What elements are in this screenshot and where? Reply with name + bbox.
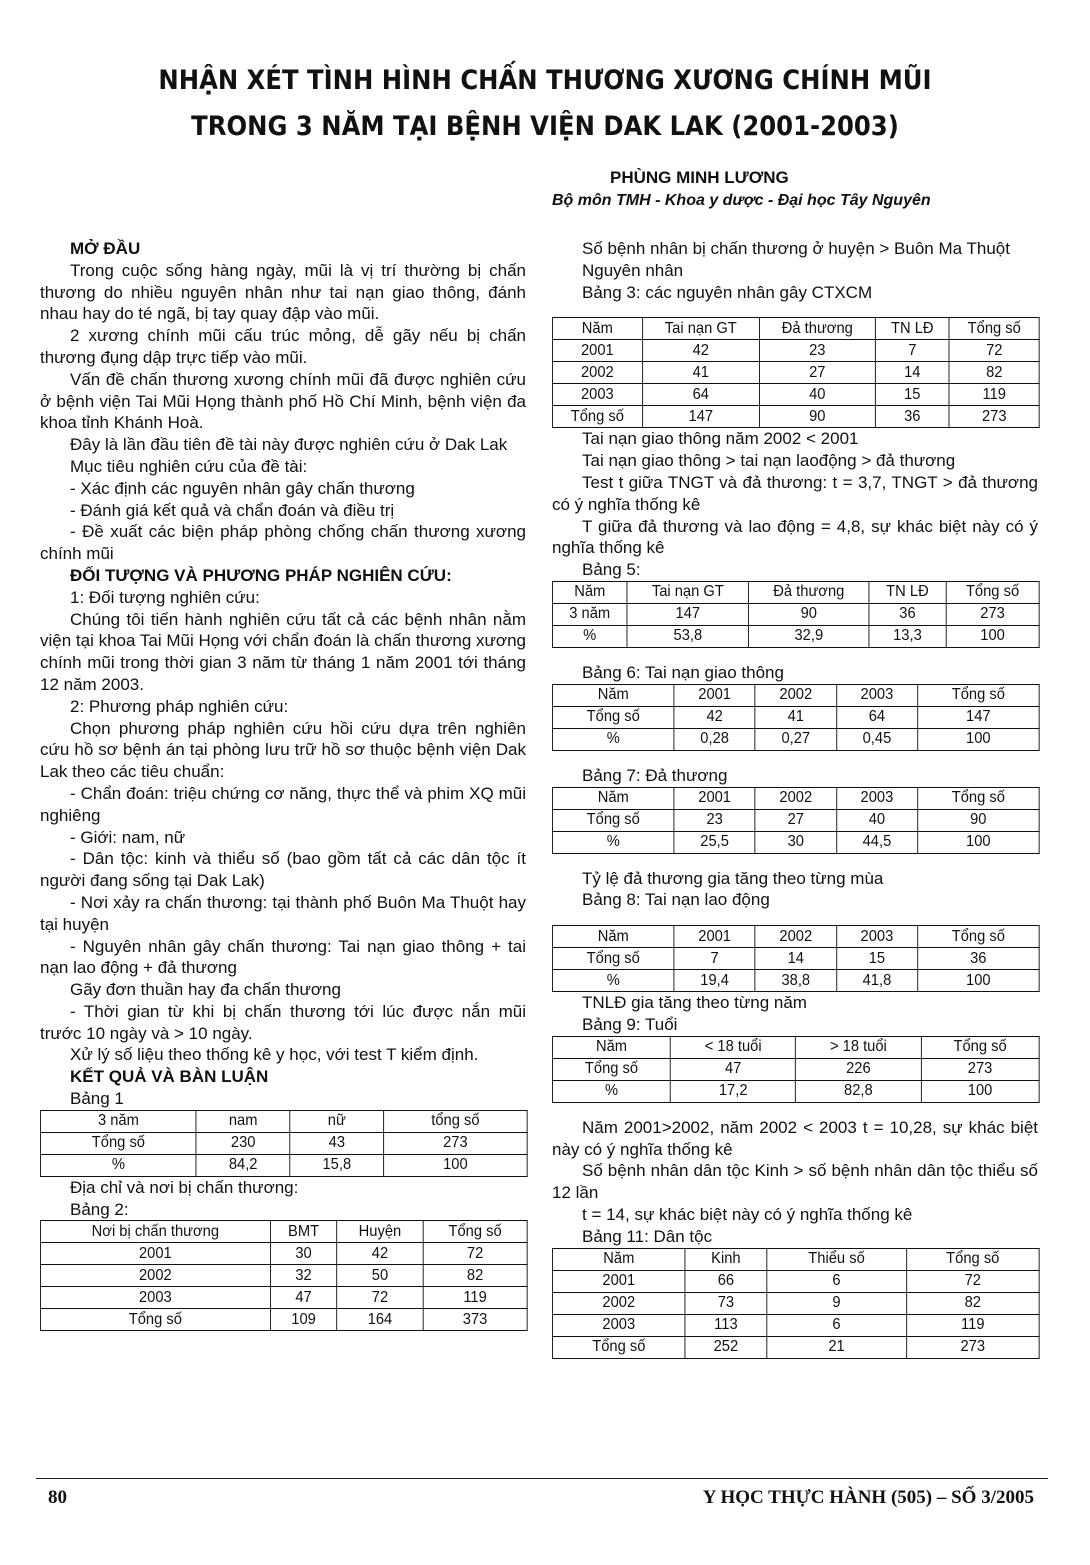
table-cell: 38,8 (755, 970, 836, 992)
table-cell: 72 (906, 1270, 1039, 1292)
table-cell: 82 (949, 362, 1039, 384)
table-cell: 273 (921, 1058, 1039, 1080)
table-header-cell: TN LĐ (869, 581, 946, 603)
table-cell: 47 (671, 1058, 796, 1080)
table-header-cell: 2001 (674, 787, 755, 809)
table-header-cell: Đả thương (749, 581, 869, 603)
table-cell: 32 (270, 1265, 337, 1287)
table-cell: 14 (875, 362, 949, 384)
list-item: - Dân tộc: kinh và thiểu số (bao gồm tất cả các dân tộc ít người đang sống tại Dak Lak) (40, 849, 526, 891)
list-item: - Chẩn đoán: triệu chứng cơ năng, thực thể và phim XQ mũi nghiêng (40, 783, 526, 825)
table-header-cell: 2003 (836, 926, 917, 948)
table-cell: 100 (917, 831, 1039, 853)
table-header-cell: tổng số (384, 1110, 527, 1132)
table-row (552, 1336, 1039, 1358)
table-cell: 119 (949, 384, 1039, 406)
table-2 (40, 1220, 528, 1331)
list-item: - Thời gian từ khi bị chấn thương tới lúc được nắn mũi trước 10 ngày và > 10 ngày. (40, 1001, 526, 1043)
table-cell: 72 (949, 340, 1039, 362)
paragraph: 2: Phương pháp nghiên cứu: (70, 696, 289, 716)
journal-footer: Y HỌC THỰC HÀNH (505) – SỐ 3/2005 (702, 1487, 1034, 1508)
table-cell: 73 (685, 1292, 766, 1314)
table-cell: 6 (767, 1270, 907, 1292)
author-affiliation: Bộ môn TMH - Khoa y dược - Đại học Tây Nguyên (552, 192, 931, 209)
table-cell: 40 (836, 809, 917, 831)
table-header-cell: 2002 (755, 787, 836, 809)
table-1-caption: Bảng 1 (70, 1089, 124, 1109)
paragraph: 1: Đối tượng nghiên cứu: (70, 587, 260, 607)
table-header-cell: Tổng số (917, 684, 1039, 706)
table-9-caption: Bảng 9: Tuổi (582, 1014, 678, 1034)
table-header-cell: Thiểu số (767, 1248, 907, 1270)
table-row (552, 1270, 1039, 1292)
table-cell: 27 (755, 809, 836, 831)
list-item: - Nơi xảy ra chấn thương: tại thành phố Buôn Ma Thuột hay tại huyện (40, 892, 526, 934)
paragraph: Đây là lần đầu tiên đề tài này được nghiên cứu ở Dak Lak (70, 435, 508, 455)
paragraph: Vấn đề chấn thương xương chính mũi đã được nghiên cứu ở bệnh viện Tai Mũi Họng thành phố Hồ Chí Minh, bệnh viện đa khoa tỉnh Khánh Hoà. (40, 369, 526, 433)
table-cell: 100 (917, 970, 1039, 992)
table-cell: 273 (384, 1132, 527, 1154)
table-cell: 82,8 (796, 1080, 921, 1102)
table-cell: 9 (767, 1292, 907, 1314)
table-row (552, 384, 1039, 406)
table-cell: 119 (906, 1314, 1039, 1336)
table-header-cell: Tổng số (946, 581, 1039, 603)
table-2-caption: Bảng 2: (70, 1199, 129, 1219)
table-cell: 15 (836, 948, 917, 970)
table-cell: Tổng số (40, 1132, 196, 1154)
table-cell: 25,5 (674, 831, 755, 853)
list-item: - Nguyên nhân gây chấn thương: Tai nạn giao thông + tai nạn lao động + đả thương (40, 936, 526, 978)
table-header-row (552, 926, 1039, 948)
table-cell: 72 (423, 1243, 527, 1265)
heading-mo-dau: MỞ ĐẦU (70, 239, 141, 258)
table-cell: 100 (921, 1080, 1039, 1102)
table-3 (552, 317, 1040, 428)
paragraph: TNLĐ gia tăng theo từng năm (582, 993, 807, 1013)
paragraph: Mục tiêu nghiên cứu của đề tài: (70, 456, 308, 476)
table-header-row (552, 1036, 1039, 1058)
table-header-cell: Tai nạn GT (627, 581, 749, 603)
table-cell: 0,27 (755, 728, 836, 750)
paragraph: t = 14, sự khác biệt này có ý nghĩa thống kê (582, 1204, 913, 1224)
table-cell: 164 (337, 1309, 423, 1331)
table-header-cell: Tổng số (423, 1221, 527, 1243)
table-header-cell: Đả thương (759, 318, 875, 340)
table-row (40, 1154, 527, 1176)
table-cell: % (40, 1154, 196, 1176)
table-cell: 230 (196, 1132, 290, 1154)
table-cell: 273 (906, 1336, 1039, 1358)
table-cell: Tổng số (552, 1336, 685, 1358)
table-cell: 40 (759, 384, 875, 406)
table-cell: 7 (674, 948, 755, 970)
table-cell: 0,28 (674, 728, 755, 750)
table-header-cell: Tai nạn GT (642, 318, 759, 340)
table-cell: 53,8 (627, 625, 749, 647)
heading-doi-tuong: ĐỐI TƯỢNG VÀ PHƯƠNG PHÁP NGHIÊN CỨU: (70, 565, 452, 585)
table-header-cell: 2002 (755, 926, 836, 948)
table-cell: 2003 (40, 1287, 270, 1309)
table-cell: 84,2 (196, 1154, 290, 1176)
table-cell: 23 (674, 809, 755, 831)
heading-ket-qua: KẾT QUẢ VÀ BÀN LUẬN (70, 1067, 269, 1087)
table-11 (552, 1248, 1040, 1359)
table-row (552, 1292, 1039, 1314)
paragraph: Số bệnh nhân dân tộc Kinh > số bệnh nhân dân tộc thiểu số 12 lần (552, 1161, 1038, 1203)
table-cell: 0,45 (836, 728, 917, 750)
table-cell: 2002 (552, 362, 642, 384)
table-cell: 43 (290, 1132, 384, 1154)
table-row (40, 1309, 527, 1331)
table-header-cell: nữ (290, 1110, 384, 1132)
table-header-row (40, 1110, 527, 1132)
table-5-caption: Bảng 5: (582, 560, 641, 580)
table-row (552, 1058, 1039, 1080)
paragraph: Địa chỉ và nơi bị chấn thương: (70, 1177, 299, 1197)
table-cell: 90 (917, 809, 1039, 831)
table-cell: 64 (836, 706, 917, 728)
list-item: - Đề xuất các biện pháp phòng chống chấn thương xương chính mũi (40, 522, 526, 564)
table-9 (552, 1036, 1040, 1103)
table-cell: Tổng số (552, 948, 674, 970)
table-cell: 100 (384, 1154, 527, 1176)
table-cell: 15,8 (290, 1154, 384, 1176)
paragraph: Số bệnh nhân bị chấn thương ở huyện > Buôn Ma Thuột (582, 239, 1010, 258)
table-header-row (40, 1221, 527, 1243)
table-header-cell: 2001 (674, 926, 755, 948)
table-row (552, 1314, 1039, 1336)
table-7-caption: Bảng 7: Đả thương (582, 765, 728, 785)
table-cell: 44,5 (836, 831, 917, 853)
table-cell: Tổng số (40, 1309, 270, 1331)
table-cell: 147 (917, 706, 1039, 728)
table-cell: 82 (423, 1265, 527, 1287)
table-cell: % (552, 625, 627, 647)
table-row (552, 809, 1039, 831)
table-header-row (552, 581, 1039, 603)
table-7 (552, 787, 1040, 854)
table-cell: 72 (337, 1287, 423, 1309)
table-cell: 64 (642, 384, 759, 406)
table-header-cell: Năm (552, 318, 642, 340)
paragraph: Năm 2001>2002, năm 2002 < 2003 t = 10,28, sự khác biệt này có ý nghĩa thống kê (552, 1117, 1038, 1159)
table-header-cell: Huyện (337, 1221, 423, 1243)
table-cell: 30 (755, 831, 836, 853)
table-cell: 100 (946, 625, 1039, 647)
table-cell: 119 (423, 1287, 527, 1309)
table-header-cell: Năm (552, 1248, 685, 1270)
table-cell: Tổng số (552, 1058, 670, 1080)
table-cell: 100 (917, 728, 1039, 750)
list-item: - Giới: nam, nữ (70, 827, 186, 847)
table-cell: % (552, 728, 674, 750)
table-cell: 113 (685, 1314, 766, 1336)
table-cell: 273 (946, 603, 1039, 625)
paragraph: T giữa đả thương và lao động = 4,8, sự khác biệt này có ý nghĩa thống kê (552, 516, 1038, 558)
table-cell: 2001 (552, 340, 642, 362)
table-cell: 2001 (40, 1243, 270, 1265)
table-header-row (552, 684, 1039, 706)
table-row (40, 1132, 527, 1154)
table-cell: 50 (337, 1265, 423, 1287)
table-8-caption: Bảng 8: Tai nạn lao động (582, 890, 770, 910)
table-header-cell: Năm (552, 926, 674, 948)
paragraph: Tai nạn giao thông > tai nạn laođộng > đả thương (582, 451, 956, 471)
table-cell: 17,2 (671, 1080, 796, 1102)
table-header-cell: Kinh (685, 1248, 766, 1270)
table-row (552, 728, 1039, 750)
table-header-cell: nam (196, 1110, 290, 1132)
paragraph: Gãy đơn thuần hay đa chấn thương (70, 980, 341, 1000)
table-11-caption: Bảng 11: Dân tộc (582, 1226, 713, 1246)
table-header-row (552, 318, 1039, 340)
table-cell: 41 (642, 362, 759, 384)
table-cell: 2002 (552, 1292, 685, 1314)
table-row (40, 1287, 527, 1309)
title-line-2: TRONG 3 NĂM TẠI BỆNH VIỆN DAK LAK (2001-2003) (191, 111, 899, 142)
page-number: 80 (48, 1487, 67, 1508)
table-cell: 2001 (552, 1270, 685, 1292)
table-cell: 15 (875, 384, 949, 406)
table-cell: 36 (869, 603, 946, 625)
table-cell: 2003 (552, 384, 642, 406)
table-cell: 109 (270, 1309, 337, 1331)
table-cell: 19,4 (674, 970, 755, 992)
table-header-cell: 2002 (755, 684, 836, 706)
table-cell: % (552, 1080, 670, 1102)
table-cell: 36 (875, 406, 949, 428)
author-name: PHÙNG MINH LƯƠNG (610, 168, 789, 187)
table-header-cell: Năm (552, 787, 674, 809)
table-3-caption: Bảng 3: các nguyên nhân gây CTXCM (582, 282, 873, 302)
paragraph: Tỷ lệ đả thương gia tăng theo từng mùa (582, 868, 884, 888)
table-row (552, 603, 1039, 625)
table-cell: 3 năm (552, 603, 627, 625)
table-cell: 42 (674, 706, 755, 728)
table-header-cell: > 18 tuổi (796, 1036, 921, 1058)
table-cell: 47 (270, 1287, 337, 1309)
table-row (552, 831, 1039, 853)
table-cell: 36 (917, 948, 1039, 970)
table-header-cell: TN LĐ (875, 318, 949, 340)
table-cell: 373 (423, 1309, 527, 1331)
table-cell: 42 (642, 340, 759, 362)
paragraph: Chúng tôi tiến hành nghiên cứu tất cả các bệnh nhân nằm viện tại khoa Tai Mũi Họng với chẩn đoán là chấn thương xương chính mũi trong thời gian 3 năm từ tháng 1 năm 2001 tới tháng 12 năm 2003. (40, 609, 526, 694)
table-cell: 21 (767, 1336, 907, 1358)
table-cell: 147 (627, 603, 749, 625)
table-cell: % (552, 970, 674, 992)
table-header-cell: 3 năm (40, 1110, 196, 1132)
right-column (552, 238, 1038, 1359)
paragraph: Test t giữa TNGT và đả thương: t = 3,7, TNGT > đả thương có ý nghĩa thống kê (552, 472, 1038, 514)
paragraph: 2 xương chính mũi cấu trúc mỏng, dễ gãy nếu bị chấn thương đụng dập trực tiếp vào mũi. (40, 326, 526, 367)
table-header-cell: Năm (552, 581, 627, 603)
table-cell: 32,9 (749, 625, 869, 647)
table-row (552, 948, 1039, 970)
table-header-row (552, 1248, 1039, 1270)
table-cell: 226 (796, 1058, 921, 1080)
table-row (552, 706, 1039, 728)
table-cell: 27 (759, 362, 875, 384)
paragraph: Chọn phương pháp nghiên cứu hồi cứu dựa trên nghiên cứu hồ sơ bệnh án tại phòng lưu trữ hồ sơ thuộc bệnh viện Dak Lak theo các tiêu chuẩn: (40, 718, 526, 782)
table-cell: 41,8 (836, 970, 917, 992)
paragraph: Tai nạn giao thông năm 2002 < 2001 (582, 429, 859, 449)
left-column (40, 238, 526, 1331)
table-header-cell: Tổng số (921, 1036, 1039, 1058)
table-6 (552, 684, 1040, 751)
table-row (40, 1243, 527, 1265)
table-header-cell: Nơi bị chấn thương (40, 1221, 270, 1243)
table-header-cell: Tổng số (906, 1248, 1039, 1270)
table-row (552, 1080, 1039, 1102)
table-cell: Tổng số (552, 706, 674, 728)
table-header-cell: 2001 (674, 684, 755, 706)
table-header-cell: Năm (552, 684, 674, 706)
table-5 (552, 581, 1040, 648)
paragraph: Xử lý số liệu theo thống kê y học, với test T kiểm định. (70, 1045, 479, 1065)
table-cell: 82 (906, 1292, 1039, 1314)
table-cell: 30 (270, 1243, 337, 1265)
table-cell: 23 (759, 340, 875, 362)
table-header-row (552, 787, 1039, 809)
table-header-cell: 2003 (836, 787, 917, 809)
table-cell: % (552, 831, 674, 853)
table-header-cell: Tổng số (949, 318, 1039, 340)
table-6-caption: Bảng 6: Tai nạn giao thông (582, 662, 784, 682)
table-8 (552, 925, 1040, 992)
list-item: - Xác định các nguyên nhân gây chấn thương (70, 478, 415, 498)
table-cell: 90 (749, 603, 869, 625)
table-cell: 13,3 (869, 625, 946, 647)
table-header-cell: Năm (552, 1036, 670, 1058)
table-cell: 2003 (552, 1314, 685, 1336)
table-cell: Tổng số (552, 406, 642, 428)
table-row (552, 340, 1039, 362)
table-cell: 90 (759, 406, 875, 428)
paragraph: Trong cuộc sống hàng ngày, mũi là vị trí thường bị chấn thương do nhiều nguyên nhân như tai nạn giao thông, đánh nhau hay do té ngã, bị tay quay đập vào mũi. (40, 260, 526, 324)
table-header-cell: < 18 tuổi (671, 1036, 796, 1058)
table-row (40, 1265, 527, 1287)
table-cell: Tổng số (552, 809, 674, 831)
table-cell: 2002 (40, 1265, 270, 1287)
footer-rule (36, 1478, 1048, 1479)
table-cell: 147 (642, 406, 759, 428)
table-cell: 7 (875, 340, 949, 362)
table-row (552, 406, 1039, 428)
table-header-cell: 2003 (836, 684, 917, 706)
list-item: - Đánh giá kết quả và chẩn đoán và điều trị (70, 500, 395, 520)
table-cell: 6 (767, 1314, 907, 1336)
table-cell: 252 (685, 1336, 766, 1358)
table-header-cell: BMT (270, 1221, 337, 1243)
table-cell: 42 (337, 1243, 423, 1265)
table-cell: 273 (949, 406, 1039, 428)
table-row (552, 362, 1039, 384)
table-cell: 66 (685, 1270, 766, 1292)
article-title (55, 58, 1036, 150)
table-header-cell: Tổng số (917, 926, 1039, 948)
table-header-cell: Tổng số (917, 787, 1039, 809)
table-cell: 14 (755, 948, 836, 970)
table-1 (40, 1110, 528, 1177)
table-row (552, 625, 1039, 647)
title-line-1: NHẬN XÉT TÌNH HÌNH CHẤN THƯƠNG XƯƠNG CHÍNH MŨI (158, 65, 932, 96)
table-row (552, 970, 1039, 992)
paragraph: Nguyên nhân (582, 260, 684, 280)
table-cell: 41 (755, 706, 836, 728)
